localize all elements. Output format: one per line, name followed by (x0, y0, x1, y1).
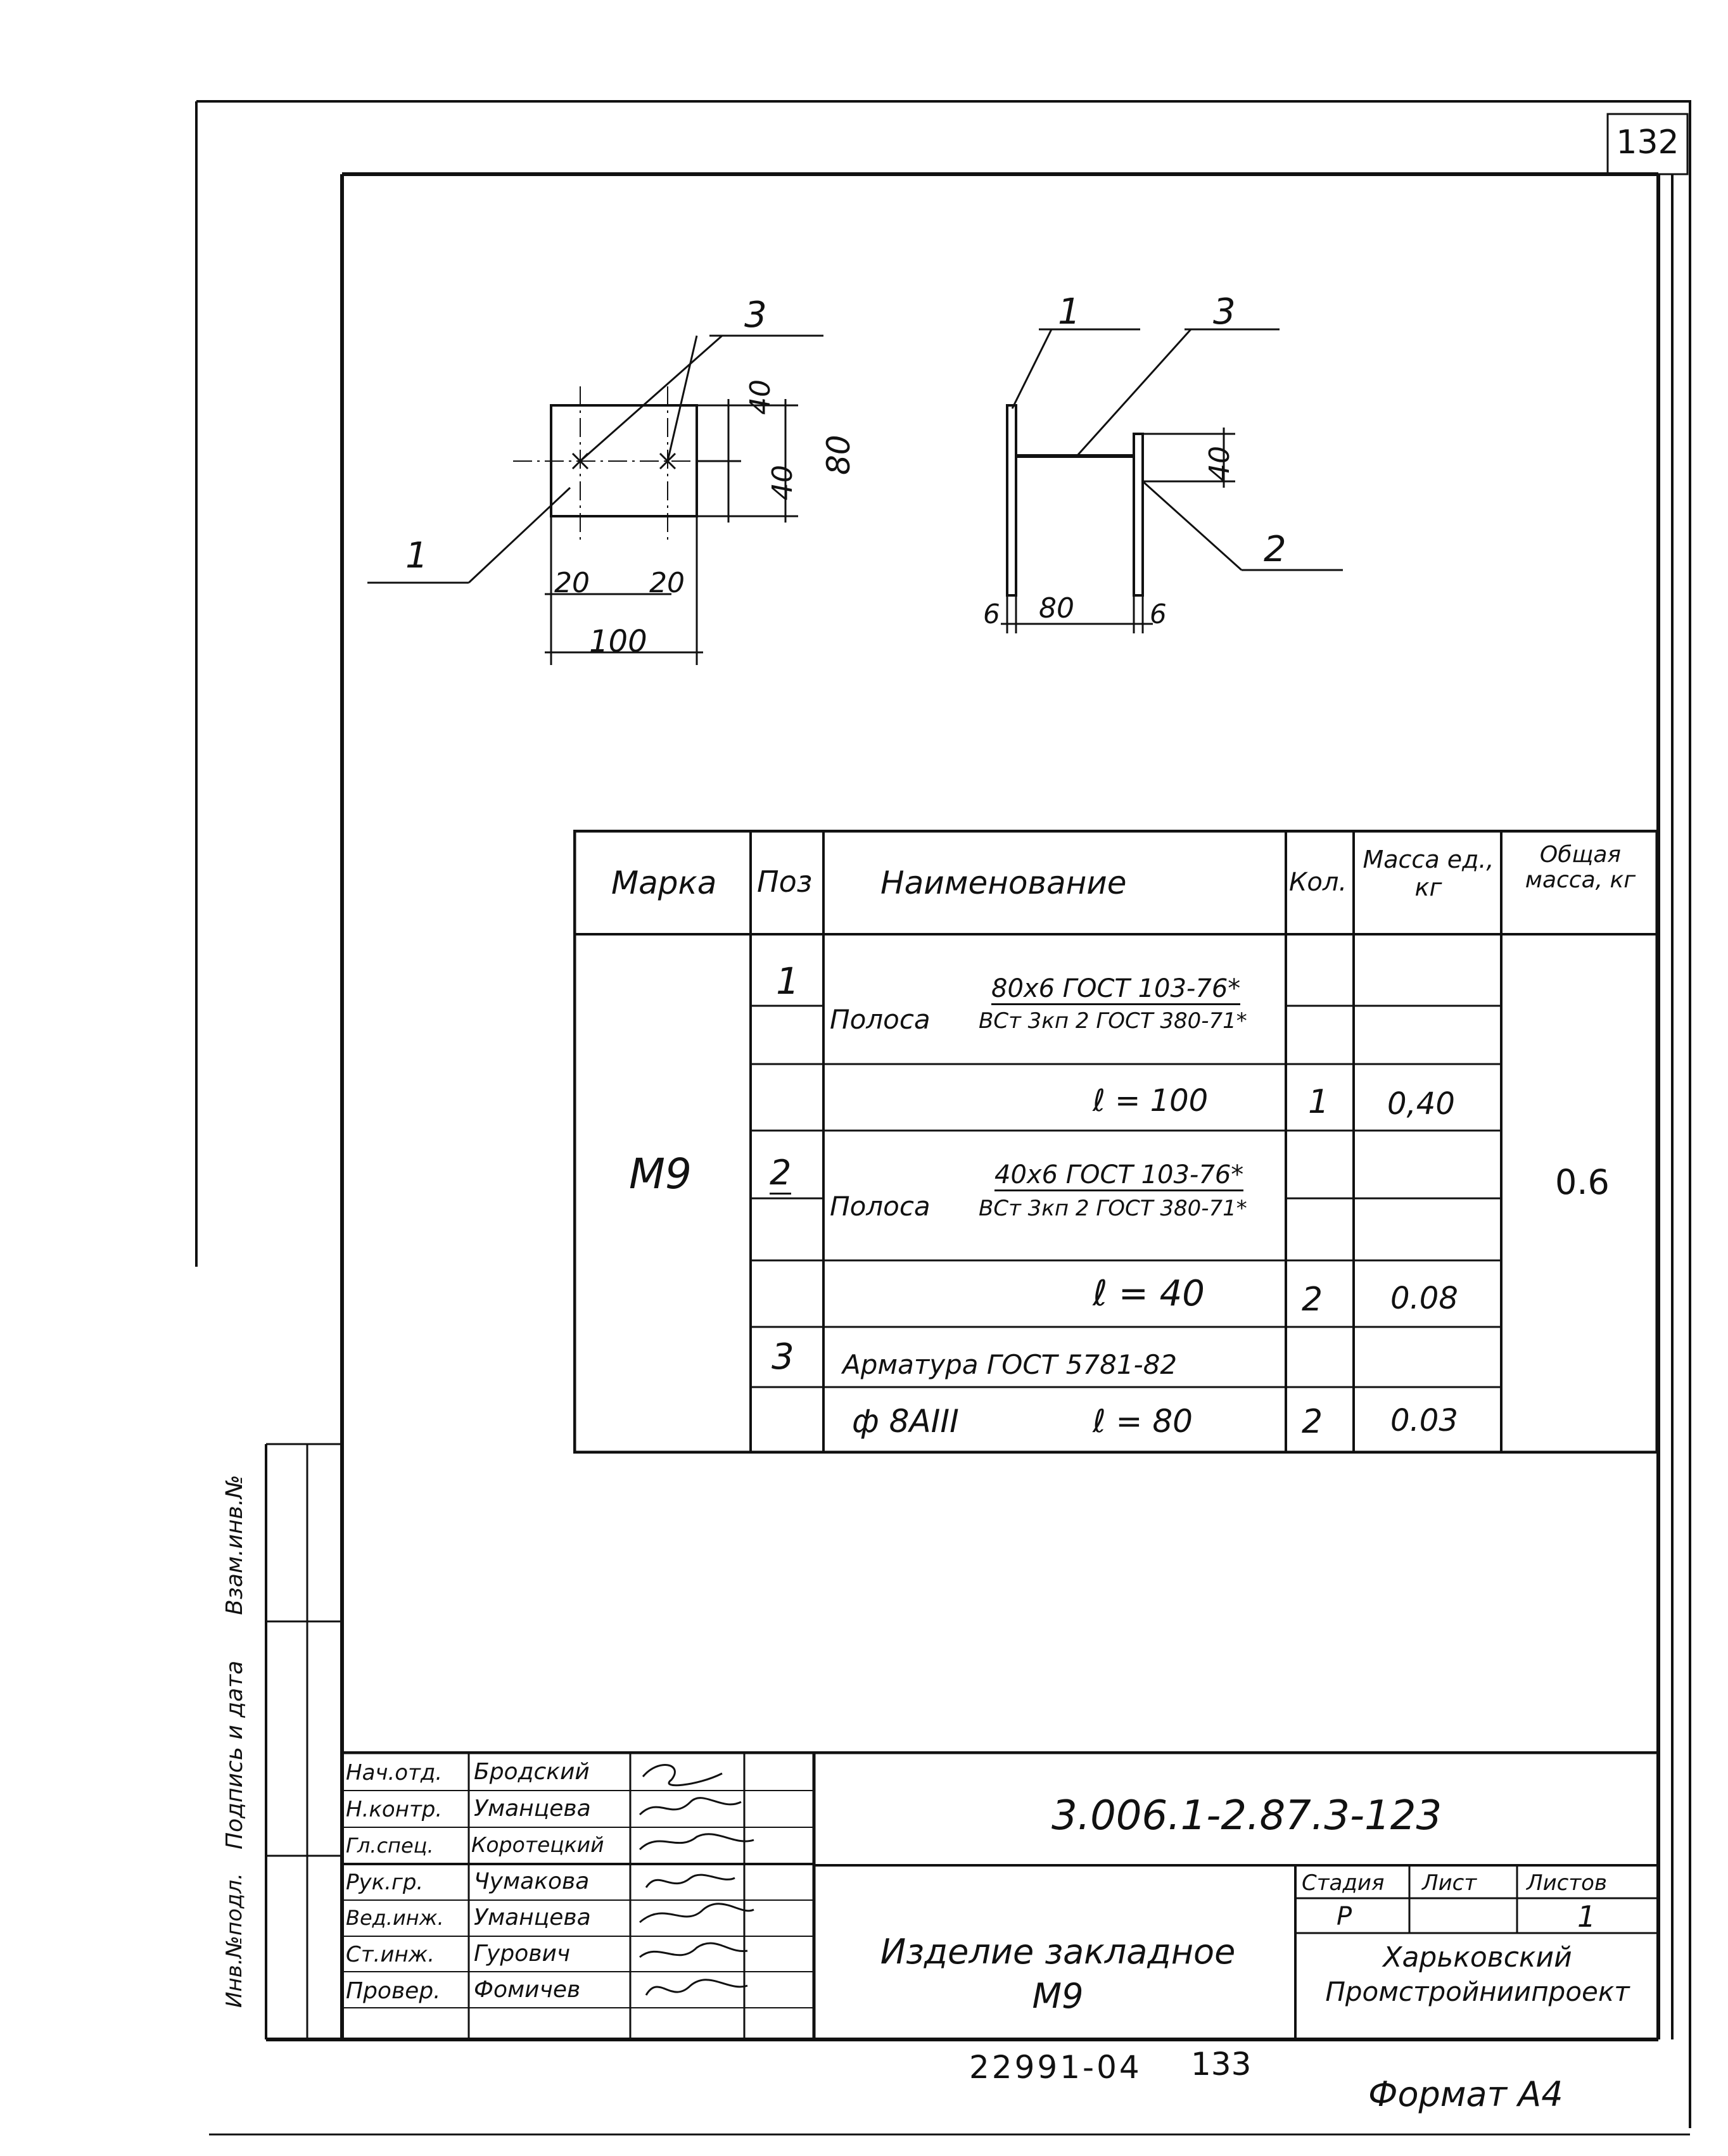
plan-callout-pos3: 3 (744, 295, 767, 336)
drawing-title-line1: Изделие закладное (880, 1932, 1236, 1972)
side-callout-pos2: 2 (1264, 529, 1286, 570)
row3-length: ℓ = 80 (1093, 1403, 1193, 1440)
row1-length: ℓ = 100 (1093, 1083, 1209, 1119)
side-stamp-podpis-data: Подпись и дата (222, 1660, 248, 1849)
row3-unit-mass: 0.03 (1390, 1403, 1458, 1438)
title-block (342, 1751, 1658, 2039)
organization-line1: Харьковский (1383, 1941, 1572, 1974)
paper-format: Формат А4 (1368, 2074, 1563, 2114)
sheets-value: 1 (1577, 1899, 1596, 1934)
sig-name-5: Уманцева (474, 1905, 591, 1931)
drawing-designation: 3.006.1-2.87.3-123 (1051, 1792, 1442, 1839)
archive-number: 22991-04 (969, 2049, 1142, 2086)
sig-role-3: Гл.спец. (346, 1834, 434, 1858)
item-total-mass: 0.6 (1555, 1162, 1610, 1202)
row3-qty: 2 (1302, 1403, 1323, 1441)
side-dim-right-thick: 6 (1150, 599, 1167, 630)
plan-dim-height: 80 (820, 434, 857, 475)
plan-dim-width: 100 (589, 624, 647, 659)
row2-pos: 2 (770, 1153, 791, 1195)
row2-name-bottom: ВСт 3кп 2 ГОСТ 380-71* (979, 1196, 1247, 1221)
header-unit-mass: Масса ед., кг (1363, 846, 1494, 901)
sig-name-7: Фомичев (474, 1977, 581, 2003)
header-qty: Кол. (1289, 868, 1347, 897)
side-stamp-inv-podl: Инв.№подл. (222, 1873, 247, 2008)
row2-length: ℓ = 40 (1093, 1273, 1205, 1314)
row3-name: Арматура ГОСТ 5781-82 (842, 1349, 1178, 1380)
side-dim-plate-height: 40 (1204, 446, 1236, 481)
row1-name-top: 80х6 ГОСТ 103-76* (991, 974, 1240, 1005)
row1-unit-mass: 0,40 (1387, 1086, 1455, 1122)
sig-role-1: Нач.отд. (346, 1760, 443, 1785)
row2-name-top: 40х6 ГОСТ 103-76* (994, 1160, 1243, 1191)
sig-role-5: Вед.инж. (346, 1906, 444, 1930)
side-callout-pos3: 3 (1213, 291, 1236, 333)
header-total-mass: Общая масса, кг (1525, 842, 1636, 893)
sheets-label: Листов (1527, 1870, 1608, 1896)
plan-callout-pos1: 1 (405, 535, 428, 576)
plan-dim-bottom: 40 (766, 465, 799, 500)
footer-page: 133 (1191, 2046, 1252, 2083)
header-name: Наименование (880, 865, 1127, 901)
drawing-title-line2: М9 (1032, 1976, 1084, 2016)
sig-role-6: Ст.инж. (346, 1942, 435, 1967)
item-mark: М9 (629, 1150, 692, 1198)
sig-role-7: Провер. (346, 1978, 441, 2004)
row2-qty: 2 (1302, 1281, 1323, 1319)
row3-diameter: ф 8АIII (852, 1403, 959, 1440)
row1-name-prefix: Полоса (830, 1004, 931, 1035)
sig-name-1: Бродский (474, 1759, 590, 1785)
sig-role-2: Н.контр. (346, 1797, 443, 1822)
row2-unit-mass: 0.08 (1390, 1281, 1458, 1316)
row1-name-bottom: ВСт 3кп 2 ГОСТ 380-71* (979, 1008, 1247, 1034)
row2-name-prefix: Полоса (830, 1191, 931, 1222)
sig-role-4: Рук.гр. (346, 1870, 424, 1895)
spec-table (573, 830, 1658, 1454)
stage-label: Стадия (1302, 1870, 1385, 1896)
organization-line2: Промстройниипроект (1325, 1976, 1630, 2007)
sig-name-6: Гурович (474, 1941, 571, 1967)
sig-name-3: Коротецкий (471, 1832, 604, 1857)
row1-pos: 1 (776, 960, 799, 1003)
side-stamp-vzam-inv: Взам.инв.№ (222, 1474, 248, 1615)
header-pos: Поз (757, 865, 813, 899)
sheet-label: Лист (1422, 1870, 1477, 1896)
stage-value: Р (1337, 1902, 1352, 1931)
sheet-number: 132 (1616, 124, 1679, 162)
side-dim-left-thick: 6 (983, 599, 1000, 630)
plan-dim-left: 20 (554, 567, 590, 599)
row3-pos: 3 (772, 1336, 794, 1378)
row1-qty: 1 (1308, 1083, 1330, 1121)
sig-name-4: Чумакова (474, 1868, 590, 1894)
plan-dim-mid: 20 (649, 567, 685, 599)
header-mark: Марка (611, 865, 717, 901)
side-callout-pos1: 1 (1058, 291, 1081, 333)
side-view-drawing (963, 291, 1356, 646)
plan-dim-top: 40 (744, 379, 777, 415)
sig-name-2: Уманцева (474, 1796, 591, 1822)
side-dim-length: 80 (1039, 592, 1074, 625)
